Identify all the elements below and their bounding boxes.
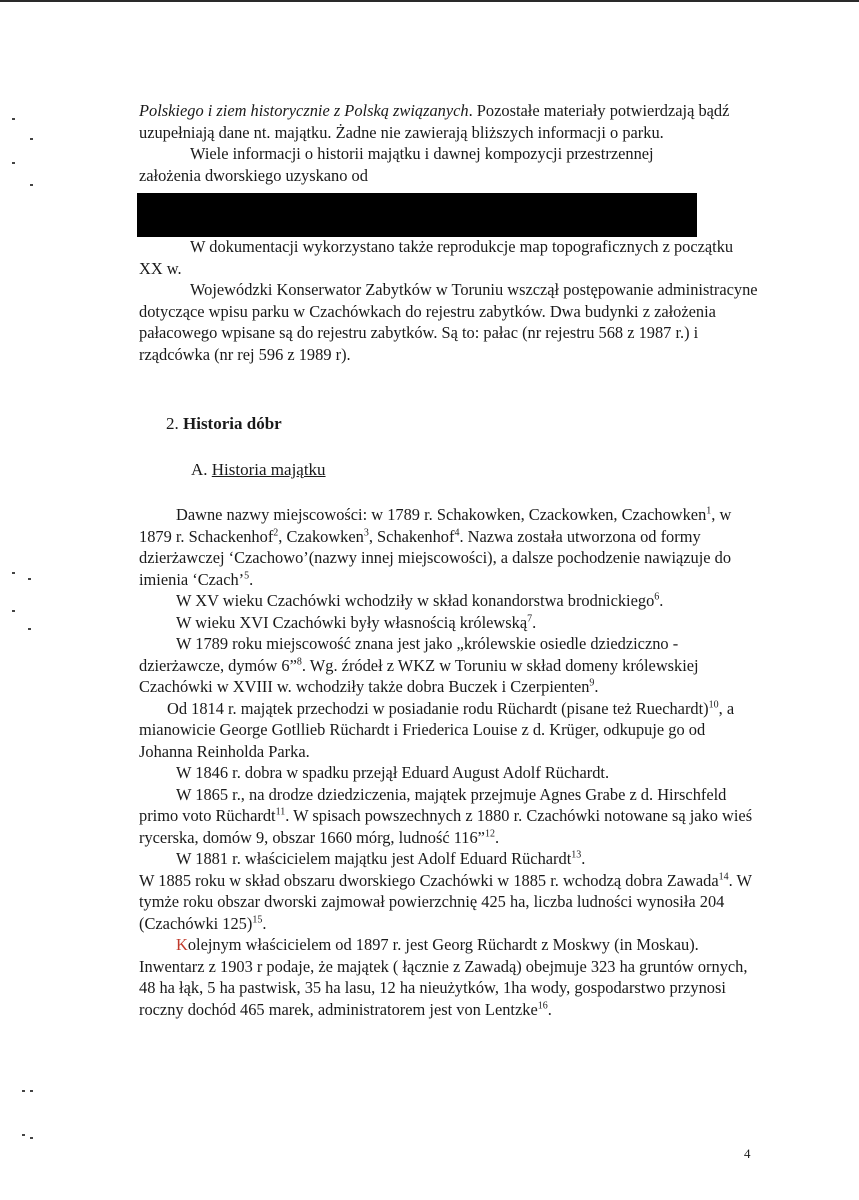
paragraph-1814: Od 1814 r. majątek przechodzi w posiadanie rodu Rüchardt (pisane też Ruechardt)$^{10}$, a mianowicie George Gotllieb Rüchardt i Friederica Louise z d. Krüger, odkupuje go od Johanna Reinholda Parka. (139, 698, 735, 761)
scan-mark (30, 1137, 33, 1139)
footnote-ref: 10 (708, 699, 719, 711)
redaction-bar (137, 193, 697, 237)
footnote-ref: 7 (527, 613, 533, 625)
paragraph-1897: Kolejnym właścicielem od 1897 r. jest Georg Rüchardt z Moskwy (in Moskau). (176, 935, 699, 954)
intro-paragraph-2: Wiele informacji o historii majątku i dawnej kompozycji przestrzennej (190, 144, 654, 163)
scan-mark (12, 118, 15, 120)
page-number: 4 (744, 1146, 751, 1161)
footnote-ref: 15 (252, 914, 263, 926)
paragraph-1885: W 1885 roku w skład obszaru dworskiego Czachówki w 1885 r. wchodzą dobra Zawada$^{14}$. W tymże roku obszar dworski zajmował powierzchnię 425 ha, liczba ludności wynosiła 204 (Czachówki 125)$^{15}$. (139, 870, 752, 933)
footnote-ref: 13 (571, 849, 582, 861)
scan-mark (30, 138, 33, 140)
footnote-ref: 11 (275, 806, 286, 818)
scan-mark (22, 1090, 25, 1092)
footnote-ref: 5 (244, 570, 250, 582)
scan-mark (30, 184, 33, 186)
intro-paragraph-3: W dokumentacji wykorzystano także reprodukcje map topograficznych z początku XX w. (139, 237, 734, 278)
footnote-ref: 2 (273, 527, 279, 539)
intro-paragraph-2-cont: założenia dworskiego uzyskano od (139, 165, 368, 185)
scan-mark (28, 628, 31, 630)
scan-top-border (0, 0, 859, 2)
footnote-ref: 16 (537, 1000, 548, 1012)
paragraph-names: Dawne nazwy miejscowości: w 1789 r. Schakowken, Czackowken, Czachowken$^1$, w 1879 r. Schackenhof$^2$, Czakowken$^3$, Schakenhof$^4$. Nazwa została utworzona od formy dzierżawczej ‘Czachowo’(nazwy innej miejscowości), a dalsze pochodzenie nawiązuje do imienia ‘Czach’$^5$. (139, 505, 732, 589)
paragraph-xv-century: W XV wieku Czachówki wchodziły w skład konandorstwa brodnickiego$^6$. (176, 591, 664, 610)
scan-mark (12, 572, 15, 574)
paragraph-inventory-1903: Inwentarz z 1903 r podaje, że majątek ( łącznie z Zawadą) obejmuje 323 ha gruntów ornych, 48 ha łąk, 5 ha pastwisk, 35 ha lasu, 12 ha nieużytków, 1ha wody, gospodarstwo przynosi roczny dochód 465 marek, administratorem jest von Lentzke$^{16}$. (139, 956, 748, 1019)
footnote-ref: 3 (363, 527, 369, 539)
section-heading (166, 413, 786, 435)
footnote-ref: 6 (654, 591, 660, 603)
history-body (139, 504, 759, 1020)
section-title: Historia dóbr (183, 414, 282, 433)
subsection-title: Historia majątku (211, 460, 326, 479)
paragraph-1789: W 1789 roku miejscowość znana jest jako „królewskie osiedle dziedziczno - dzierżawcze, dymów 6”$^8$. Wg. źródeł z WKZ w Toruniu w skład domeny królewskiej Czachówki w XVIII w. wchodziły także dobra Buczek i Czerpienten$^9$. (139, 634, 699, 696)
highlighted-letter: K (176, 935, 188, 954)
scan-mark (22, 1134, 25, 1136)
intro-block (139, 100, 759, 186)
footnote-ref: 1 (706, 505, 712, 517)
footnote-ref: 8 (296, 656, 302, 668)
footnote-ref: 14 (718, 871, 729, 883)
paragraph-xvi-century: W wieku XVI Czachówki były własnością królewską$^7$. (176, 612, 537, 632)
subsection-heading (191, 459, 811, 481)
paragraph-1865: W 1865 r., na drodze dziedziczenia, majątek przejmuje Agnes Grabe z d. Hirschfeld primo voto Rüchardt$^{11}$. W spisach powszechnych z 1880 r. Czachówki notowane są jako wieś rycerska, domów 9, obszar 1660 mórg, ludność 116”$^{12}$. (139, 784, 753, 847)
scan-mark (12, 162, 15, 164)
footnote-ref: 4 (454, 527, 460, 539)
intro-block-2 (139, 236, 759, 365)
scan-mark (28, 578, 31, 580)
paragraph-1881: W 1881 r. właścicielem majątku jest Adolf Eduard Rüchardt$^{13}$. (176, 849, 586, 868)
section-number: 2. (166, 414, 179, 433)
scan-mark (12, 610, 15, 612)
footnote-ref: 12 (484, 828, 495, 840)
scan-mark (30, 1090, 33, 1092)
subsection-letter: A. (191, 460, 208, 479)
intro-paragraph-4: Wojewódzki Konserwator Zabytków w Toruniu wszczął postępowanie administracyne dotyczące wpisu parku w Czachówkach do rejestru zabytków. Dwa budynki z założenia pałacowego wpisane są do rejestru zabytków. Są to: pałac (nr rejestru 568 z 1987 r.) i rządcówka (nr rej 596 z 1989 r). (139, 280, 758, 364)
intro-italic-title: Polskiego i ziem historycznie z Polską związanych (139, 101, 469, 120)
paragraph-1846: W 1846 r. dobra w spadku przejął Eduard August Adolf Rüchardt. (176, 763, 610, 782)
intro-paragraph-1: Polskiego i ziem historycznie z Polską związanych. Pozostałe materiały potwierdzają bądź uzupełniają dane nt. majątku. Żadne nie zawierają bliższych informacji o parku. (139, 101, 730, 142)
footnote-ref: 9 (589, 677, 595, 689)
